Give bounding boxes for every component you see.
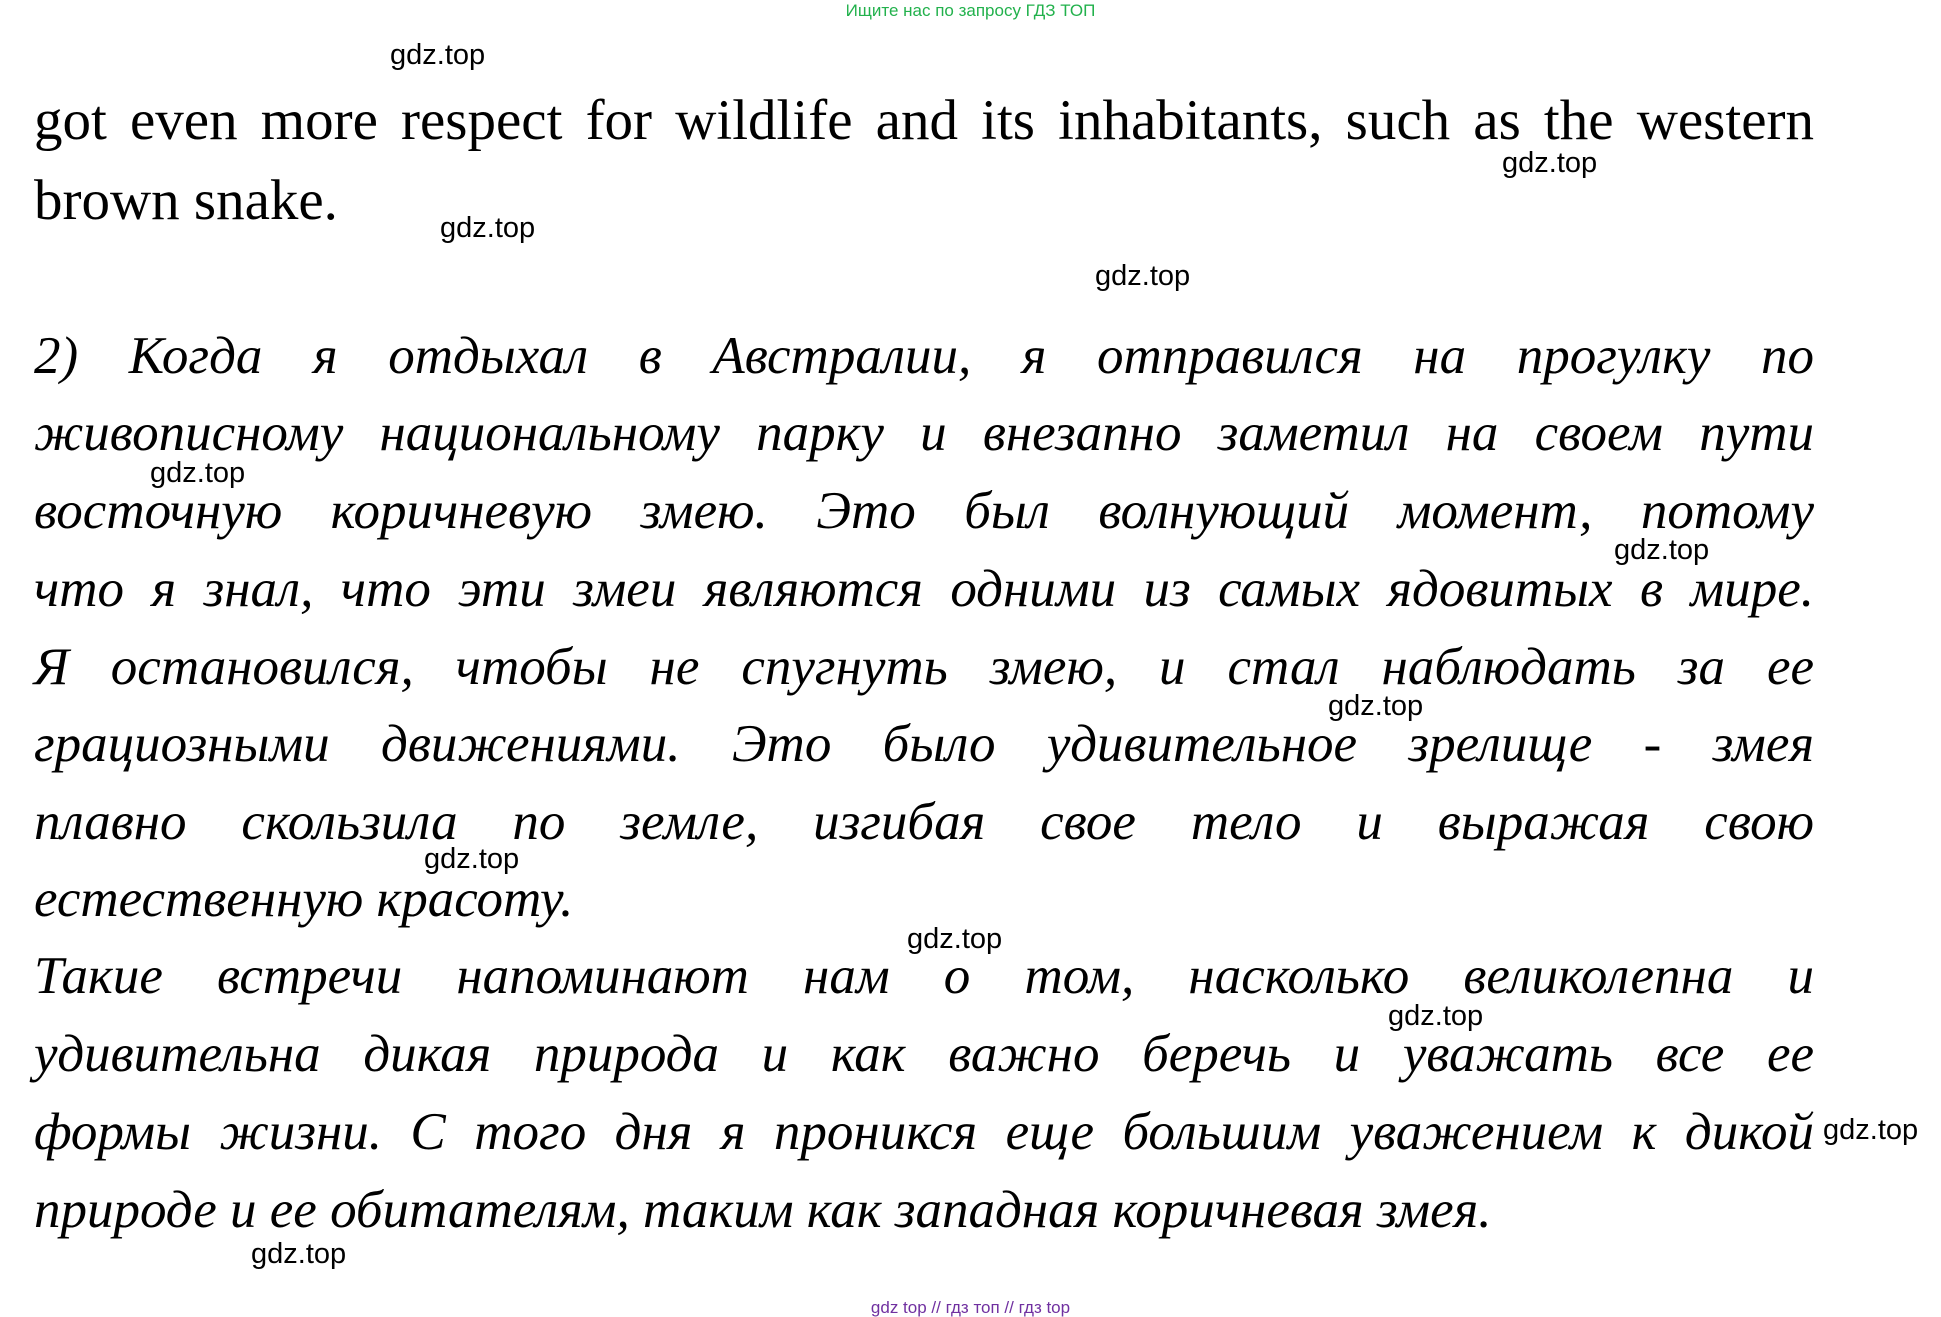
watermark: gdz.top: [1388, 1000, 1484, 1032]
english-line-2: brown snake.: [34, 169, 338, 232]
watermark: gdz.top: [251, 1238, 347, 1270]
watermark: gdz.top: [1502, 147, 1598, 179]
watermark: gdz.top: [390, 39, 486, 71]
russian-line-1: 2) Когда я отдыхал в Австралии, я отправился на прогулку по: [34, 327, 1814, 385]
russian-line-11: формы жизни. С того дня я проникся еще большим уважением к дикой: [34, 1103, 1814, 1161]
watermark: gdz.top: [440, 212, 536, 244]
watermark: gdz.top: [1614, 534, 1710, 566]
russian-line-8: естественную красоту.: [34, 870, 574, 928]
russian-line-7: плавно скользила по земле, изгибая свое тело и выражая свою: [34, 793, 1814, 851]
watermark: gdz.top: [907, 923, 1003, 955]
russian-line-4: что я знал, что эти змеи являются одними из самых ядовитых в мире.: [34, 560, 1814, 618]
russian-line-2: живописному национальному парку и внезапно заметил на своем пути: [34, 404, 1814, 462]
russian-line-5: Я остановился, чтобы не спугнуть змею, и стал наблюдать за ее: [34, 638, 1814, 696]
watermark: gdz.top: [150, 457, 246, 489]
watermark: gdz.top: [1328, 690, 1424, 722]
watermark: gdz.top: [1095, 260, 1191, 292]
search-banner: Ищите нас по запросу ГДЗ ТОП: [845, 1, 1096, 20]
russian-line-12: природе и ее обитателям, таким как западная коричневая змея.: [34, 1181, 1492, 1239]
russian-line-10: удивительна дикая природа и как важно беречь и уважать все ее: [34, 1025, 1814, 1083]
russian-line-3: восточную коричневую змею. Это был волнующий момент, потому: [34, 482, 1814, 540]
english-line-1: got even more respect for wildlife and its inhabitants, such as the western: [34, 89, 1814, 152]
footer-links: gdz top // гдз топ // гдз top: [870, 1298, 1071, 1317]
russian-line-9: Такие встречи напоминают нам о том, насколько великолепна и: [34, 947, 1814, 1005]
watermark: gdz.top: [1823, 1114, 1919, 1146]
watermark: gdz.top: [424, 843, 520, 875]
russian-line-6: грациозными движениями. Это было удивительное зрелище - змея: [34, 715, 1814, 773]
